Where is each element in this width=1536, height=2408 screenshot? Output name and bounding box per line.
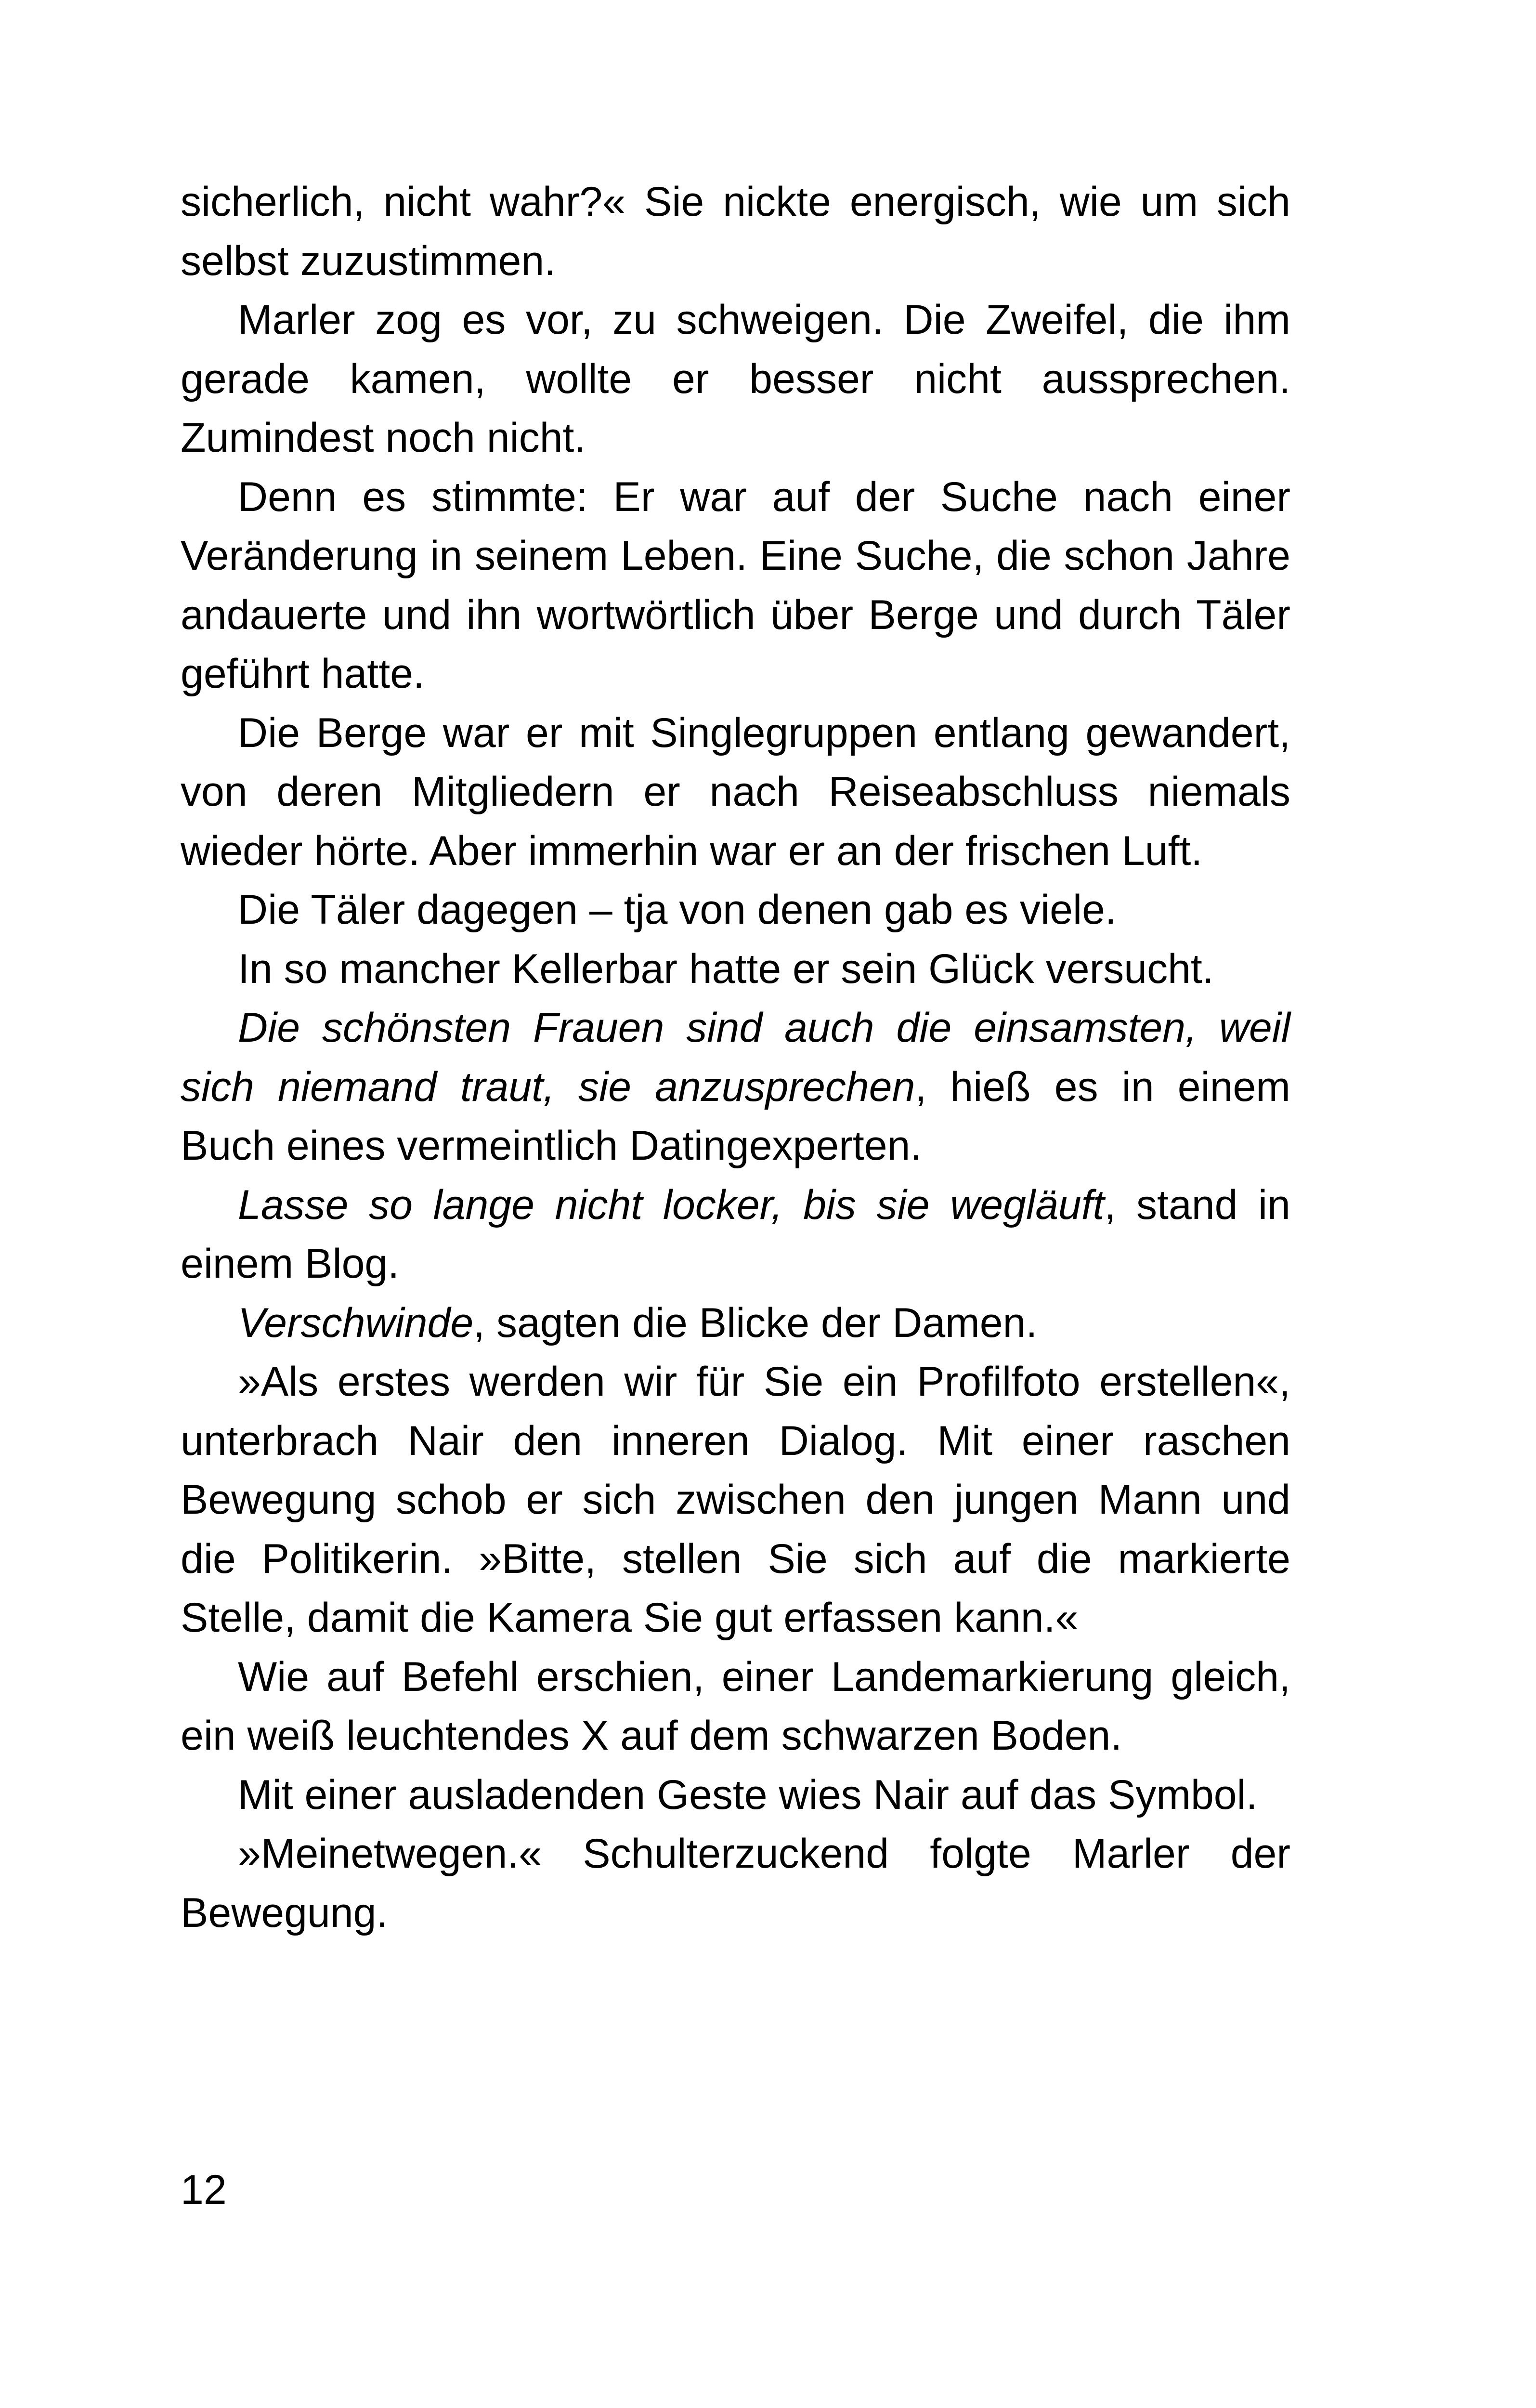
paragraph-text: »Als erstes werden wir für Sie ein Profilfoto erstellen«, unterbrach Nair den inneren Dialog. Mit einer raschen Bewegung schob er sich zwischen den jungen Mann und die Politikerin. »Bitte, stellen Sie sich auf die markierte Stelle, damit die Kamera Sie gut erfassen kann.« <box>181 1359 1290 1641</box>
paragraph <box>181 704 1290 881</box>
italic-quote: Die schönsten Frauen sind auch die einsamsten, weil sich niemand traut, sie anzusprechen <box>181 1005 1290 1110</box>
paragraph-text: Marler zog es vor, zu schweigen. Die Zweifel, die ihm gerade kamen, wollte er besser nicht aussprechen. Zumindest noch nicht. <box>181 297 1290 461</box>
paragraph <box>181 172 1290 290</box>
body-text <box>181 172 1290 1942</box>
paragraph <box>181 1176 1290 1294</box>
italic-quote: Verschwinde <box>238 1299 474 1346</box>
paragraph <box>181 1648 1290 1766</box>
paragraph-text: »Meinetwegen.« Schulterzuckend folgte Marler der Bewegung. <box>181 1831 1290 1936</box>
paragraph-text: Mit einer ausladenden Geste wies Nair auf das Symbol. <box>238 1771 1258 1818</box>
paragraph <box>181 998 1290 1176</box>
paragraph <box>181 1294 1290 1353</box>
paragraph-text: , stand in einem Blog. <box>181 1181 1290 1287</box>
paragraph <box>181 940 1290 999</box>
paragraph-text: Denn es stimmte: Er war auf der Suche nach einer Veränderung in seinem Leben. Eine Suche, die schon Jahre andauerte und ihn wortwörtlich über Berge und durch Täler geführt hatte. <box>181 473 1290 697</box>
paragraph <box>181 880 1290 940</box>
paragraph-text: sicherlich, nicht wahr?« Sie nickte energisch, wie um sich selbst zuzustimmen. <box>181 179 1290 284</box>
paragraph-text: , sagten die Blicke der Damen. <box>473 1299 1038 1346</box>
paragraph-text: In so mancher Kellerbar hatte er sein Glück versucht. <box>238 945 1214 992</box>
paragraph-text: Wie auf Befehl erschien, einer Landemarkierung gleich, ein weiß leuchtendes X auf dem schwarzen Boden. <box>181 1653 1290 1759</box>
paragraph <box>181 468 1290 704</box>
paragraph <box>181 1766 1290 1825</box>
paragraph-text: Die Täler dagegen – tja von denen gab es viele. <box>238 887 1117 933</box>
page-number: 12 <box>181 2167 227 2213</box>
paragraph <box>181 1824 1290 1942</box>
paragraph <box>181 290 1290 468</box>
italic-quote: Lasse so lange nicht locker, bis sie wegläuft <box>238 1181 1105 1228</box>
paragraph <box>181 1352 1290 1648</box>
paragraph-text: , hieß es in einem Buch eines vermeintlich Datingexperten. <box>181 1063 1290 1169</box>
paragraph-text: Die Berge war er mit Singlegruppen entlang gewandert, von deren Mitgliedern er nach Reiseabschluss niemals wieder hörte. Aber immerhin war er an der frischen Luft. <box>181 709 1290 874</box>
